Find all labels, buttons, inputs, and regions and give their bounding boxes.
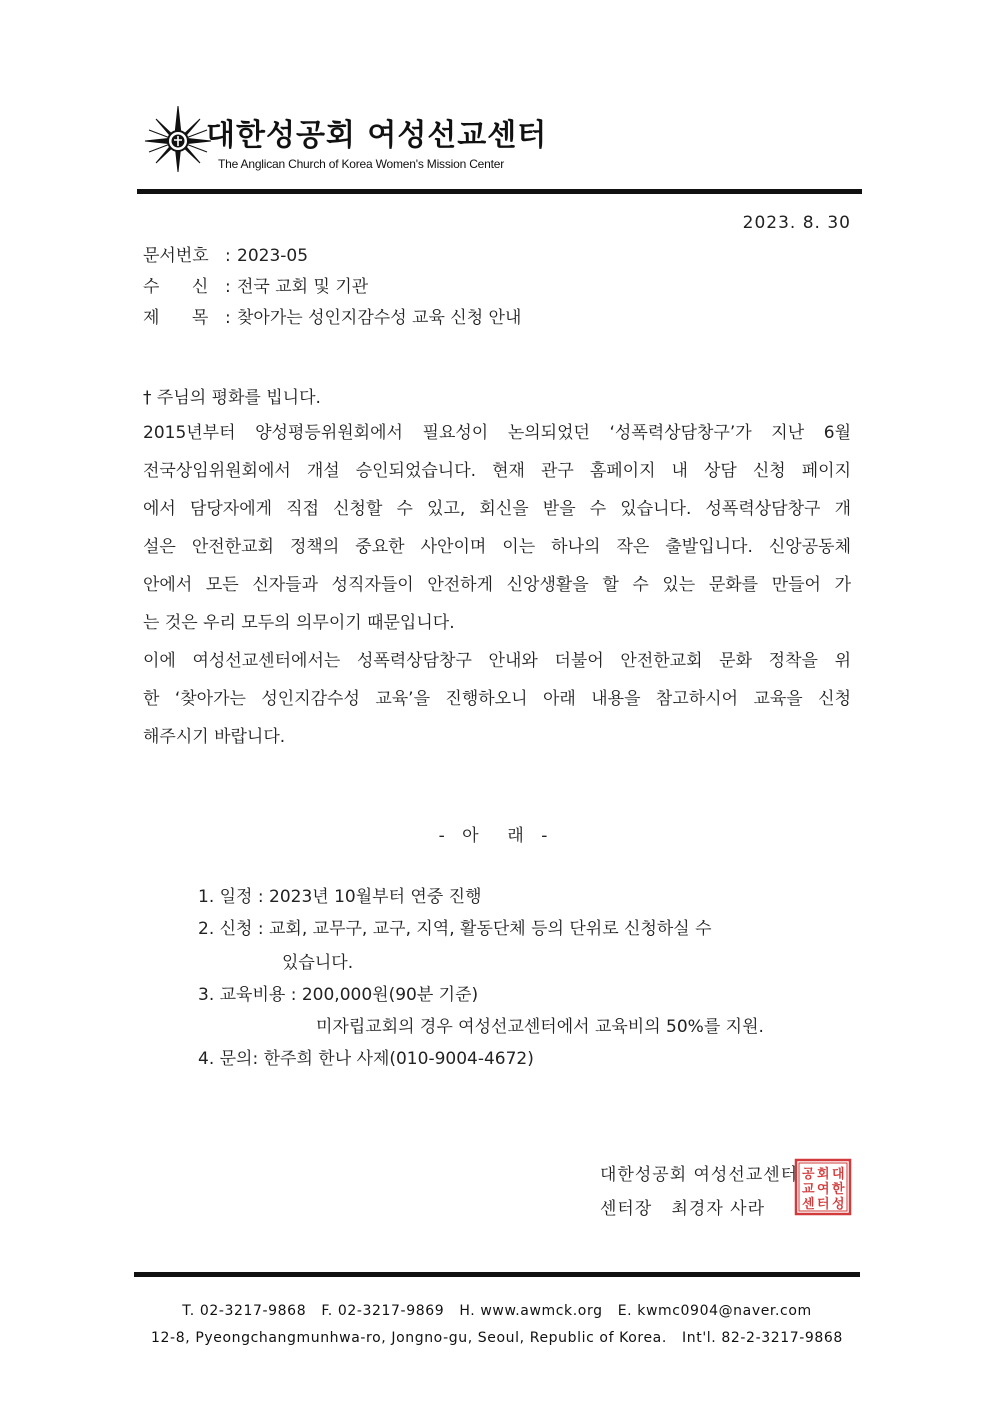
doc-number-label: 문서번호: [143, 246, 209, 266]
svg-text:성: 성: [832, 1197, 845, 1212]
compass-rose-cross-icon: [143, 104, 213, 174]
body-paragraph-1: [143, 414, 851, 642]
signature-director: 센터장 최경자 사라: [600, 1199, 765, 1219]
list-item-contact: 4. 문의: 한주희 한나 사제(010-9004-4672): [198, 1049, 534, 1069]
signature-organization: 대한성공회 여성선교센터: [600, 1165, 799, 1185]
doc-number-value: 2023-05: [237, 246, 309, 266]
official-seal-stamp: [794, 1158, 852, 1216]
organization-name-english: The Anglican Church of Korea Women's Mission Center: [218, 157, 505, 171]
recipient-value: 전국 교회 및 기관: [237, 277, 369, 297]
colon: :: [225, 246, 231, 266]
svg-text:공: 공: [802, 1167, 815, 1182]
paragraph-line: 이에 여성선교센터에서는 성폭력상담창구 안내와 더불어 안전한교회 문화 정착을 위: [143, 651, 851, 671]
list-item-fee: 3. 교육비용 : 200,000원(90분 기준): [198, 985, 479, 1005]
footer-divider: [134, 1272, 860, 1277]
svg-text:센: 센: [802, 1197, 815, 1212]
notice-heading: - 아 래 -: [438, 826, 554, 846]
greeting: † 주님의 평화를 빕니다.: [143, 388, 321, 408]
paragraph-line: 2015년부터 양성평등위원회에서 필요성이 논의되었던 ‘성폭력상담창구’가 지난 6월: [143, 423, 851, 443]
paragraph-line: 에서 담당자에게 직접 신청할 수 있고, 회신을 받을 수 있습니다. 성폭력상담창구 개: [143, 499, 851, 519]
paragraph-line: 안에서 모든 신자들과 성직자들이 안전하게 신앙생활을 할 수 있는 문화를 만들어 가: [143, 575, 851, 595]
colon: :: [225, 308, 231, 328]
body-paragraph-2: [143, 642, 851, 756]
document-date: 2023. 8. 30: [742, 213, 851, 233]
svg-text:한: 한: [832, 1182, 845, 1197]
list-item-schedule: 1. 일정 : 2023년 10월부터 연중 진행: [198, 887, 482, 907]
svg-text:여: 여: [817, 1182, 830, 1197]
subject-label: 제 목: [143, 308, 209, 328]
paragraph-line: 설은 안전한교회 정책의 중요한 사안이며 이는 하나의 작은 출발입니다. 신앙공동체: [143, 537, 851, 557]
paragraph-line: 한 ‘찾아가는 성인지감수성 교육’을 진행하오니 아래 내용을 참고하시어 교육을 신청: [143, 689, 851, 709]
list-item-application-cont: 있습니다.: [282, 953, 354, 973]
svg-text:터: 터: [817, 1197, 830, 1212]
recipient-row: [143, 275, 368, 299]
paragraph-line: 는 것은 우리 모두의 의무이기 때문입니다.: [143, 613, 455, 633]
footer-address-line: 12-8, Pyeongchangmunhwa-ro, Jongno-gu, Seoul, Republic of Korea. Int'l. 82-2-3217-9868: [151, 1330, 843, 1346]
footer-contact-line: T. 02-3217-9868 F. 02-3217-9869 H. www.awmck.org E. kwmc0904@naver.com: [182, 1303, 812, 1319]
list-item-fee-cont: 미자립교회의 경우 여성선교센터에서 교육비의 50%를 지원.: [316, 1017, 764, 1037]
header-divider: [137, 189, 862, 194]
subject-row: [143, 306, 521, 330]
organization-name-korean: 대한성공회 여성선교센터: [206, 118, 548, 153]
list-item-application: 2. 신청 : 교회, 교무구, 교구, 지역, 활동단체 등의 단위로 신청하실 수: [198, 919, 712, 939]
colon: :: [225, 277, 231, 297]
paragraph-line: 전국상임위원회에서 개설 승인되었습니다. 현재 관구 홈페이지 내 상담 신청 페이지: [143, 461, 851, 481]
paragraph-line: 해주시기 바랍니다.: [143, 727, 286, 747]
svg-text:대: 대: [832, 1167, 845, 1182]
doc-number-row: [143, 244, 308, 268]
svg-text:교: 교: [802, 1182, 815, 1197]
svg-text:회: 회: [817, 1167, 830, 1182]
recipient-label: 수 신: [143, 277, 209, 297]
subject-value: 찾아가는 성인지감수성 교육 신청 안내: [237, 308, 522, 328]
